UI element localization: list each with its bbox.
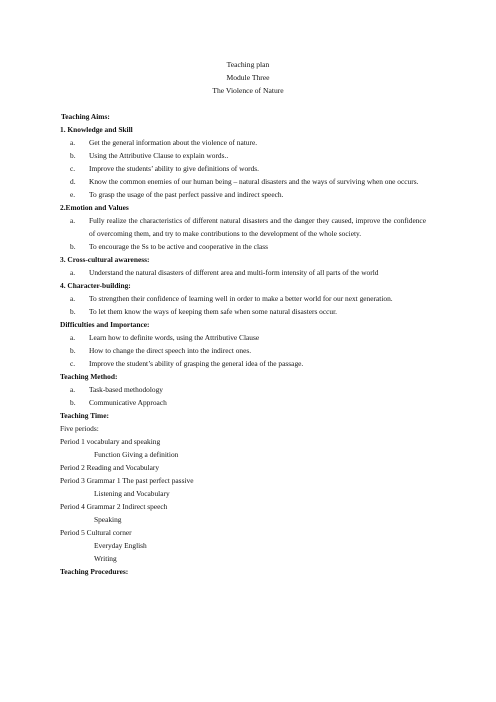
difficulties-heading: Difficulties and Importance:	[60, 320, 150, 329]
list-item	[60, 357, 426, 370]
list-item	[60, 149, 426, 162]
list-marker: c.	[70, 164, 76, 173]
list-text: Communicative Approach	[89, 398, 167, 407]
period-title: Period 3 Grammar 1 The past perfect passive	[60, 476, 194, 485]
list-text: Task-based methodology	[89, 385, 163, 394]
list-text: To encourage the Ss to be active and cooperative in the class	[89, 242, 269, 251]
list-marker: a.	[70, 268, 76, 277]
period-sub: Function Giving a definition	[94, 450, 179, 459]
list-text: Understand the natural disasters of different area and multi-form intensity of all parts of the world	[89, 268, 379, 277]
knowledge-skill-heading: 1. Knowledge and Skill	[60, 125, 133, 134]
list-text: Using the Attributive Clause to explain words..	[89, 151, 229, 160]
list-text: To strengthen their confidence of learning well in order to make a better world for our next generation.	[89, 294, 393, 303]
period-sub: Writing	[94, 554, 117, 563]
period-title: Period 1 vocabulary and speaking	[60, 437, 161, 446]
list-marker: b.	[70, 151, 76, 160]
document-header	[0, 58, 496, 97]
list-marker: a.	[70, 138, 76, 147]
teaching-procedures-heading: Teaching Procedures:	[60, 567, 129, 576]
list-item	[60, 266, 426, 279]
list-marker: b.	[70, 307, 76, 316]
cross-cultural-heading: 3. Cross-cultural awareness:	[60, 255, 150, 264]
list-text: Improve the students’ ability to give definitions of words.	[89, 164, 260, 173]
list-item	[60, 383, 426, 396]
list-item	[60, 240, 426, 253]
list-marker: b.	[70, 242, 76, 251]
list-item	[60, 214, 426, 240]
teaching-aims-heading: Teaching Aims:	[61, 112, 110, 121]
emotion-values-heading: 2.Emotion and Values	[60, 203, 129, 212]
list-item	[60, 396, 426, 409]
list-item	[60, 305, 426, 318]
period-sub: Listening and Vocabulary	[94, 489, 170, 498]
list-marker: a.	[70, 385, 76, 394]
list-marker: b.	[70, 346, 76, 355]
period-title: Period 5 Cultural corner	[60, 528, 132, 537]
list-item	[60, 175, 426, 188]
list-marker: a.	[70, 294, 76, 303]
module-title: Module Three	[226, 73, 270, 82]
list-text: Fully realize the characteristics of different natural disasters and the danger they caused, improve the confidence of overcoming them, and try to make contributions to the development of the whole society.	[89, 216, 426, 238]
list-item	[60, 331, 426, 344]
character-building-heading: 4. Character-building:	[60, 281, 131, 290]
list-marker: a.	[70, 333, 76, 342]
list-text: Know the common enemies of our human being – natural disasters and the ways of surviving when one occurs.	[89, 177, 419, 186]
period-title: Period 2 Reading and Vocabulary	[60, 463, 160, 472]
list-text: How to change the direct speech into the indirect ones.	[89, 346, 252, 355]
teaching-method-heading: Teaching Method:	[60, 372, 118, 381]
list-item	[60, 136, 426, 149]
list-item	[60, 344, 426, 357]
list-text: Learn how to definite words, using the Attributive Clause	[89, 333, 260, 342]
list-text: To grasp the usage of the past perfect passive and indirect speech.	[89, 190, 284, 199]
list-marker: c.	[70, 359, 76, 368]
list-text: To let them know the ways of keeping them safe when some natural disasters occur.	[89, 307, 338, 316]
list-marker: e.	[70, 190, 76, 199]
module-subtitle: The Violence of Nature	[212, 86, 284, 95]
teaching-time-heading: Teaching Time:	[60, 411, 109, 420]
list-text: Get the general information about the violence of nature.	[89, 138, 258, 147]
list-marker: d.	[70, 177, 76, 186]
periods-intro: Five periods:	[60, 424, 99, 433]
period-sub: Everyday English	[94, 541, 147, 550]
list-item	[60, 292, 426, 305]
document-title: Teaching plan	[226, 60, 270, 69]
document-body	[60, 110, 426, 578]
list-item	[60, 188, 426, 201]
list-marker: a.	[70, 216, 76, 225]
period-sub: Speaking	[94, 515, 122, 524]
list-item	[60, 162, 426, 175]
list-text: Improve the student’s ability of grasping the general idea of the passage.	[89, 359, 304, 368]
list-marker: b.	[70, 398, 76, 407]
period-title: Period 4 Grammar 2 Indirect speech	[60, 502, 168, 511]
